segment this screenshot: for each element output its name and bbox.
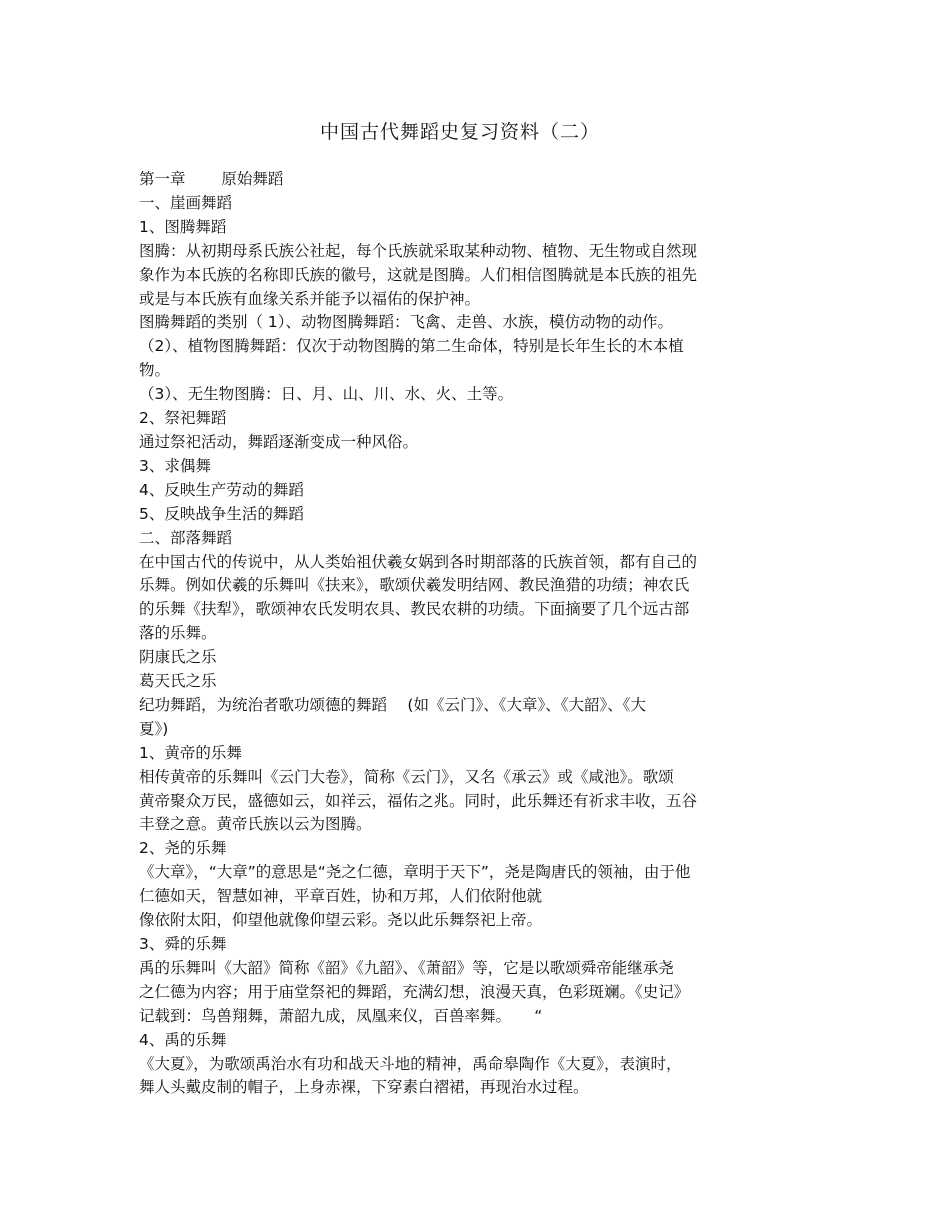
text-line: 图腾舞蹈的类别（ 1）、动物图腾舞蹈：飞禽、走兽、水族，模仿动物的动作。 xyxy=(139,313,674,332)
text-line: 通过祭祀活动，舞蹈逐渐变成一种风俗。 xyxy=(139,432,419,451)
text-line: 《大夏》，为歌颂禹治水有功和战天斗地的精神，禹命皋陶作《大夏》，表演时， xyxy=(139,1054,682,1073)
text-line: 1、图腾舞蹈 xyxy=(139,217,227,236)
text-line: 落的乐舞。 xyxy=(139,624,217,643)
text-line: 黄帝聚众万民，盛德如云，如祥云，福佑之兆。同时，此乐舞还有祈求丰收，五谷 xyxy=(139,791,698,810)
text-line: 一、崖画舞蹈 xyxy=(139,193,233,212)
text-line: 3、舜的乐舞 xyxy=(139,935,227,953)
text-line: 纪功舞蹈，为统治者歌功颂德的舞蹈 (如《云门》、《大章》、《大韶》、《大 xyxy=(139,695,646,714)
text-line: 在中国古代的传说中，从人类始祖伏羲女娲到各时期部落的氏族首领，都有自己的 xyxy=(139,552,698,571)
text-line: 舞人头戴皮制的帽子，上身赤裸，下穿素白褶裙，再现治水过程。 xyxy=(139,1078,589,1097)
text-line: 4、禹的乐舞 xyxy=(139,1030,227,1049)
text-line: 阴康氏之乐 xyxy=(139,648,217,667)
text-line: 的乐舞《扶犁》，歌颂神农氏发明农具、教民农耕的功绩。下面摘要了几个远古部 xyxy=(139,600,690,619)
text-line: 1、黄帝的乐舞 xyxy=(139,743,242,762)
text-line: 记载到：鸟兽翔舞，萧韶九成，凤凰来仪，百兽率舞。 “ xyxy=(139,1006,543,1025)
text-line: 第一章 原始舞蹈 xyxy=(139,170,284,188)
text-line: 3、求偶舞 xyxy=(139,456,211,475)
page-title: 中国古代舞蹈史复习资料（二） xyxy=(319,121,600,143)
text-line: 图腾：从初期母系氏族公社起，每个氏族就采取某种动物、植物、无生物或自然现 xyxy=(139,241,698,260)
text-line: 像依附太阳，仰望他就像仰望云彩。尧以此乐舞祭祀上帝。 xyxy=(139,911,543,930)
text-line: 或是与本氏族有血缘关系并能予以福佑的保护神。 xyxy=(139,289,481,308)
text-line: 乐舞。例如伏羲的乐舞叫《扶来》，歌颂伏羲发明结网、教民渔猎的功绩；神农氏 xyxy=(139,576,690,595)
text-line: 禹的乐舞叫《大韶》简称《韶》《九韶》、《萧韶》等，它是以歌颂舜帝能继承尧 xyxy=(139,958,674,977)
text-line: 物。 xyxy=(139,361,171,380)
text-line: （3）、无生物图腾：日、月、山、川、水、火、土等。 xyxy=(139,385,514,404)
text-line: （2）、植物图腾舞蹈：仅次于动物图腾的第二生命体，特别是长年生长的木本植 xyxy=(139,337,684,356)
text-line: 象作为本氏族的名称即氏族的徽号，这就是图腾。人们相信图腾就是本氏族的祖先 xyxy=(139,265,698,284)
text-line: 丰登之意。黄帝氏族以云为图腾。 xyxy=(139,815,372,834)
text-line: 葛天氏之乐 xyxy=(139,672,217,691)
text-line: 5、反映战争生活的舞蹈 xyxy=(139,504,304,523)
text-line: 之仁德为内容；用于庙堂祭祀的舞蹈，充满幻想，浪漫天真，色彩斑斓。《史记》 xyxy=(139,982,690,1001)
text-line: 2、尧的乐舞 xyxy=(139,839,227,858)
text-line: 仁德如天，智慧如神，平章百姓，协和万邦，人们依附他就 xyxy=(139,887,543,906)
document-body xyxy=(139,168,799,1100)
text-line: 2、祭祀舞蹈 xyxy=(139,409,227,428)
text-line: 相传黄帝的乐舞叫《云门大卷》，简称《云门》，又名《承云》或《咸池》。歌颂 xyxy=(139,767,674,786)
text-line: 《大章》，“大章”的意思是“尧之仁德，章明于天下”，尧是陶唐氏的领袖，由于他 xyxy=(139,863,691,882)
text-line: 夏》) xyxy=(139,719,169,738)
text-line: 4、反映生产劳动的舞蹈 xyxy=(139,480,304,499)
text-line: 二、部落舞蹈 xyxy=(139,528,233,547)
